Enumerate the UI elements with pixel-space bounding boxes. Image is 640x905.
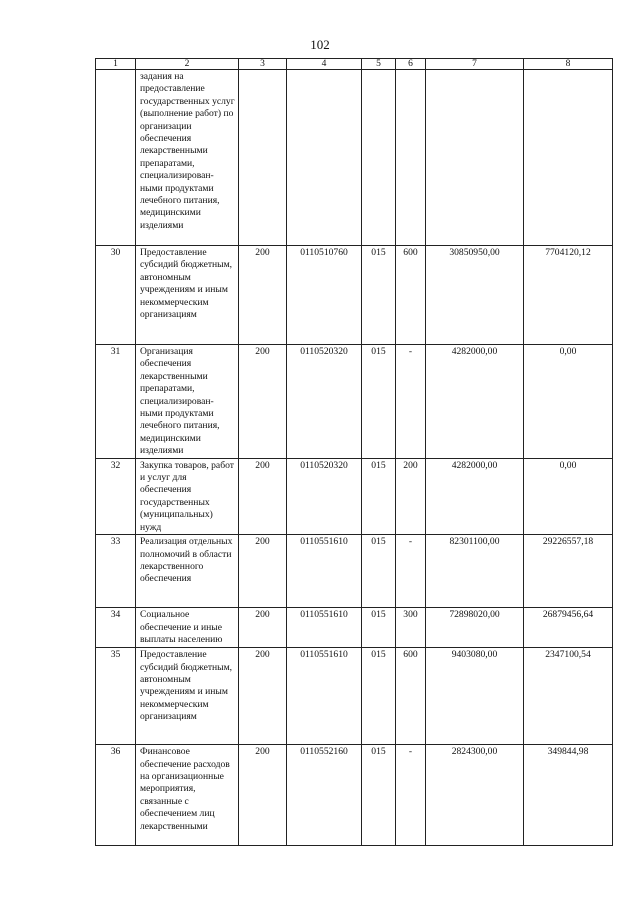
target-article-code: 0110551610 — [287, 648, 362, 745]
row-number: 34 — [96, 608, 136, 648]
expense-type-code: - — [396, 745, 426, 846]
section-code: 015 — [362, 246, 396, 345]
planned-amount: 9403080,00 — [426, 648, 524, 745]
expense-type-code: - — [396, 535, 426, 608]
executed-amount — [524, 70, 613, 246]
row-number: 36 — [96, 745, 136, 846]
target-article-code: 0110551610 — [287, 535, 362, 608]
column-number: 2 — [136, 59, 239, 70]
ministry-code: 200 — [239, 535, 287, 608]
planned-amount: 4282000,00 — [426, 458, 524, 534]
target-article-code: 0110552160 — [287, 745, 362, 846]
executed-amount: 7704120,12 — [524, 246, 613, 345]
expense-type-code: 600 — [396, 648, 426, 745]
ministry-code: 200 — [239, 246, 287, 345]
column-number: 8 — [524, 59, 613, 70]
expense-name: задания на предоставление государственных услуг (выполнение работ) по организации обеспечения лекарственными препаратами, специализирован-ными продуктами лечебного питания, медицинскими изделиями — [136, 70, 239, 246]
planned-amount — [426, 70, 524, 246]
column-number: 6 — [396, 59, 426, 70]
executed-amount: 26879456,64 — [524, 608, 613, 648]
section-code — [362, 70, 396, 246]
planned-amount: 72898020,00 — [426, 608, 524, 648]
executed-amount: 2347100,54 — [524, 648, 613, 745]
expense-name: Социальное обеспечение и иные выплаты населению — [136, 608, 239, 648]
section-code: 015 — [362, 535, 396, 608]
expense-type-code: 300 — [396, 608, 426, 648]
section-code: 015 — [362, 458, 396, 534]
row-number: 31 — [96, 345, 136, 459]
planned-amount: 2824300,00 — [426, 745, 524, 846]
expense-name: Закупка товаров, работ и услуг для обеспечения государственных (муниципальных) нужд — [136, 458, 239, 534]
planned-amount: 30850950,00 — [426, 246, 524, 345]
table-row — [96, 458, 613, 534]
ministry-code — [239, 70, 287, 246]
page-number: 102 — [310, 37, 330, 52]
table-row — [96, 535, 613, 608]
expense-name: Реализация отдельных полномочий в области лекарственного обеспечения — [136, 535, 239, 608]
section-code: 015 — [362, 345, 396, 459]
planned-amount: 4282000,00 — [426, 345, 524, 459]
row-number — [96, 70, 136, 246]
column-number-row — [96, 59, 613, 70]
ministry-code: 200 — [239, 458, 287, 534]
table-row — [96, 745, 613, 846]
ministry-code: 200 — [239, 345, 287, 459]
table-row — [96, 70, 613, 246]
row-number: 35 — [96, 648, 136, 745]
target-article-code: 0110510760 — [287, 246, 362, 345]
executed-amount: 0,00 — [524, 345, 613, 459]
ministry-code: 200 — [239, 745, 287, 846]
column-number: 1 — [96, 59, 136, 70]
table-row — [96, 246, 613, 345]
expense-type-code: - — [396, 345, 426, 459]
executed-amount: 29226557,18 — [524, 535, 613, 608]
executed-amount: 349844,98 — [524, 745, 613, 846]
target-article-code: 0110520320 — [287, 458, 362, 534]
section-code: 015 — [362, 608, 396, 648]
expense-type-code: 200 — [396, 458, 426, 534]
table-row — [96, 345, 613, 459]
ministry-code: 200 — [239, 608, 287, 648]
planned-amount: 82301100,00 — [426, 535, 524, 608]
executed-amount: 0,00 — [524, 458, 613, 534]
expense-name: Финансовое обеспечение расходов на организационные мероприятия, связанные с обеспечением лиц лекарственными — [136, 745, 239, 846]
row-number: 33 — [96, 535, 136, 608]
row-number: 30 — [96, 246, 136, 345]
target-article-code: 0110520320 — [287, 345, 362, 459]
column-number: 3 — [239, 59, 287, 70]
column-number: 5 — [362, 59, 396, 70]
table-row — [96, 608, 613, 648]
expense-type-code: 600 — [396, 246, 426, 345]
budget-table — [95, 58, 613, 846]
ministry-code: 200 — [239, 648, 287, 745]
section-code: 015 — [362, 745, 396, 846]
table-row — [96, 648, 613, 745]
expense-name: Предоставление субсидий бюджетным, автономным учреждениям и иным некоммерческим организациям — [136, 246, 239, 345]
expense-name: Предоставление субсидий бюджетным, автономным учреждениям и иным некоммерческим организациям — [136, 648, 239, 745]
expense-name: Организация обеспечения лекарственными препаратами, специализирован-ными продуктами лечебного питания, медицинскими изделиями — [136, 345, 239, 459]
row-number: 32 — [96, 458, 136, 534]
section-code: 015 — [362, 648, 396, 745]
expense-type-code — [396, 70, 426, 246]
column-number: 4 — [287, 59, 362, 70]
column-number: 7 — [426, 59, 524, 70]
target-article-code — [287, 70, 362, 246]
target-article-code: 0110551610 — [287, 608, 362, 648]
